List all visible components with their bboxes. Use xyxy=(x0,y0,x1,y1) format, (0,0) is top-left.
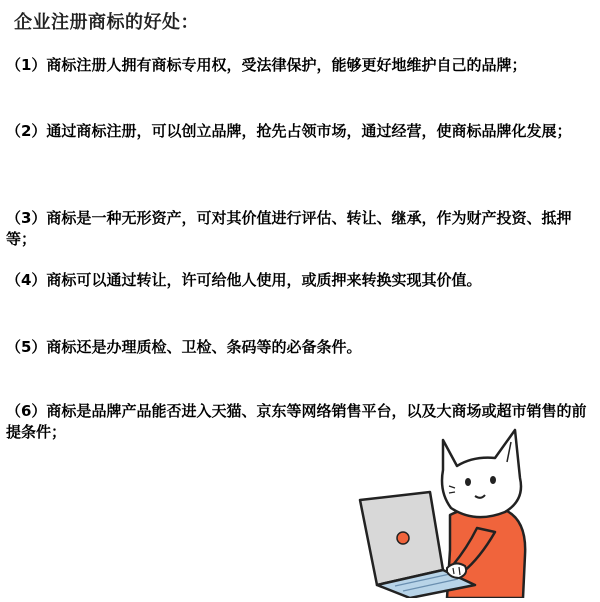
benefit-item-4: （4）商标可以通过转让，许可给他人使用，或质押来转换实现其价值。 xyxy=(6,271,482,289)
page-title: 企业注册商标的好处： xyxy=(14,12,199,33)
benefit-item-3: （3）商标是一种无形资产，可对其价值进行评估、转让、继承，作为财产投资、抵押等； xyxy=(6,209,572,248)
benefit-item-2: （2）通过商标注册，可以创立品牌，抢先占领市场，通过经营，使商标品牌化发展； xyxy=(6,122,572,140)
benefit-item-6: （6）商标是品牌产品能否进入天猫、京东等网络销售平台，以及大商场或超市销售的前提条件； xyxy=(6,402,587,441)
cat-head xyxy=(442,430,521,517)
cat-with-laptop-icon xyxy=(355,420,555,598)
benefit-item-1: （1）商标注册人拥有商标专用权，受法律保护，能够更好地维护自己的品牌； xyxy=(6,56,527,74)
benefit-item-5: （5）商标还是办理质检、卫检、条码等的必备条件。 xyxy=(6,338,362,356)
